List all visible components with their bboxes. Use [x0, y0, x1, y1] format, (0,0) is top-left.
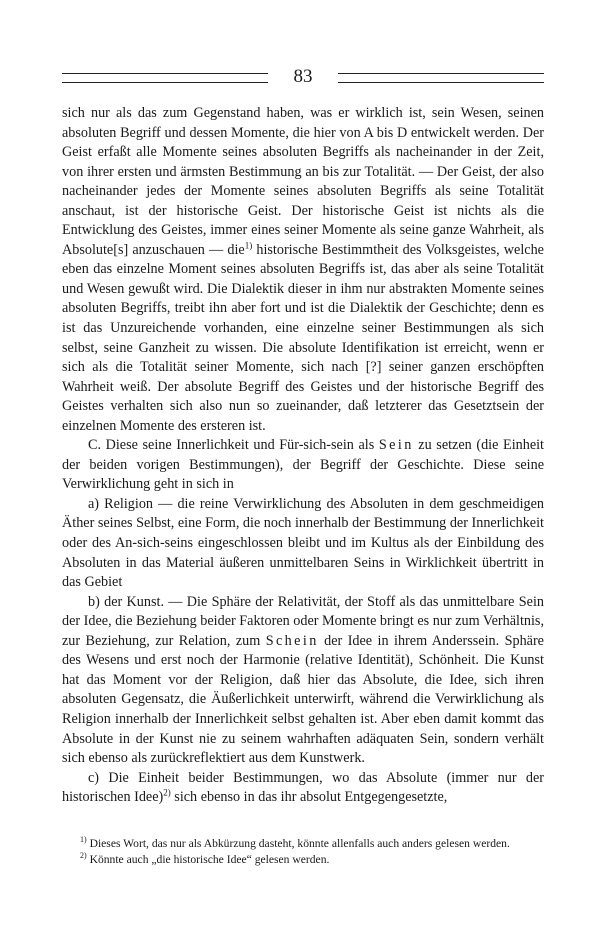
paragraph-religion [62, 495, 544, 593]
footnote-marker: 2) [80, 850, 87, 860]
text-segment: C. Diese seine Innerlichkeit und Für-sich-sein als [88, 437, 379, 454]
text-segment: b) der Kunst. — Die Sphäre der Relativität, der Stoff als das unmittelbare Sein der Idee, die Beziehung beider Faktoren oder Momente bringt es nur zum Verhältnis, zur Beziehung, zur Relation, zum [62, 593, 544, 649]
text-segment: der Idee in ihrem Anderssein. Sphäre des Wesens und erst noch der Harmonie (relative Identität), Schönheit. Die Kunst hat das Moment vor der Religion, daß hier das Absolute, die Idee, sich ihren absoluten Gegensatz, die Äußerlichkeit unterwirft, während die Verwirklichung als Religion innerhalb der Innerlichkeit selbst gehalten ist. Aber eben damit kommt das Absolute in der Kunst nie zu seinem wahrhaften adäquaten Sein, sondern verhält sich ebenso als zurückreflektiert aus dem Kunstwerk. [62, 632, 544, 767]
text-segment: c) Die Einheit beider Bestimmungen, wo das Absolute (immer nur der historischen Idee) [62, 769, 544, 806]
text-segment: historische Bestimmtheit des Volksgeistes, welche eben das einzelne Moment seines absoluten Begriffs ist, das aber als seine Totalität und Wesen gewußt wird. Die Dialektik dieser in ihm nur abstrakten Momente seines absoluten Begriffs, treibt ihn aber fort und ist die Dialektik der Geschichte; denn es ist das Unzureichende vorhanden, eine einzelne seiner Bestimmungen als sich selbst, seine Ganzheit zu wissen. Die absolute Identifikation ist erreicht, wenn er sich als die Totalität seiner Momente, sich nach [?] seiner ganzen erschöpften Wahrheit weiß. Der absolute Begriff des Geistes und der historische Begriff des Geistes verhalten sich also nun so zueinander, daß letzterer das Gesetztsein der einzelnen Momente des ersteren ist. [62, 241, 544, 434]
main-text [62, 104, 544, 808]
text-segment: sich ebenso in das ihr absolut Entgegengesetzte, [170, 789, 448, 806]
paragraph-unity [62, 769, 544, 808]
header-rule-right [338, 73, 544, 83]
paragraph-historical-spirit [62, 104, 544, 436]
emphasis-sein: Sein [378, 437, 414, 454]
footnote-ref-2: 2) [163, 787, 171, 798]
footnote-1 [62, 836, 544, 852]
text-segment: a) Religion — die reine Verwirklichung des Absoluten in dem geschmeidigen Äther seines Selbst, eine Form, die noch innerhalb der Bestimmung der Innerlichkeit oder des An-sich-seins eingeschlossen bleibt und im Kultus als der Einbildung des Absoluten in das Material äußeren unmittelbaren Seins in Wirklichkeit übertritt in das Gebiet [62, 495, 544, 591]
page-number: 83 [293, 66, 313, 87]
emphasis-schein: Schein [265, 632, 319, 649]
paragraph-art [62, 593, 544, 769]
page-header [62, 66, 544, 90]
footnote-2 [62, 852, 544, 868]
footnotes [62, 836, 544, 867]
paragraph-section-c [62, 436, 544, 495]
text-segment: zu setzen (die Einheit der beiden vorigen Bestimmungen), der Begriff der Geschichte. Diese seine Verwirklichung geht in sich in [62, 437, 545, 493]
footnote-marker: 1) [80, 835, 87, 845]
text-segment: sich nur als das zum Gegenstand haben, was er wirklich ist, sein Wesen, seinen absoluten Begriff und dessen Momente, die hier von A bis D entwickelt werden. Der Geist erfaßt alle Momente seines absoluten Begriffs als nacheinander in der Zeit, von ihrer ersten und ärmsten Bestimmung an bis zur Totalität. — Der Geist, der also nacheinander jedes der Momente seines absoluten Begriffs als seine Totalität anschaut, ist der historische Geist. Der historische Geist ist nichts als die Entwicklung des Geistes, immer eines seiner Momente als seine ganze Wahrheit, als Absolute[s] anzuschauen — die [62, 105, 544, 258]
footnote-ref-1: 1) [244, 240, 253, 251]
footnote-text: Könnte auch „die historische Idee“ gelesen werden. [86, 852, 330, 866]
footnote-text: Dieses Wort, das nur als Abkürzung dasteht, könnte allenfalls auch anders gelesen werden. [86, 837, 510, 850]
